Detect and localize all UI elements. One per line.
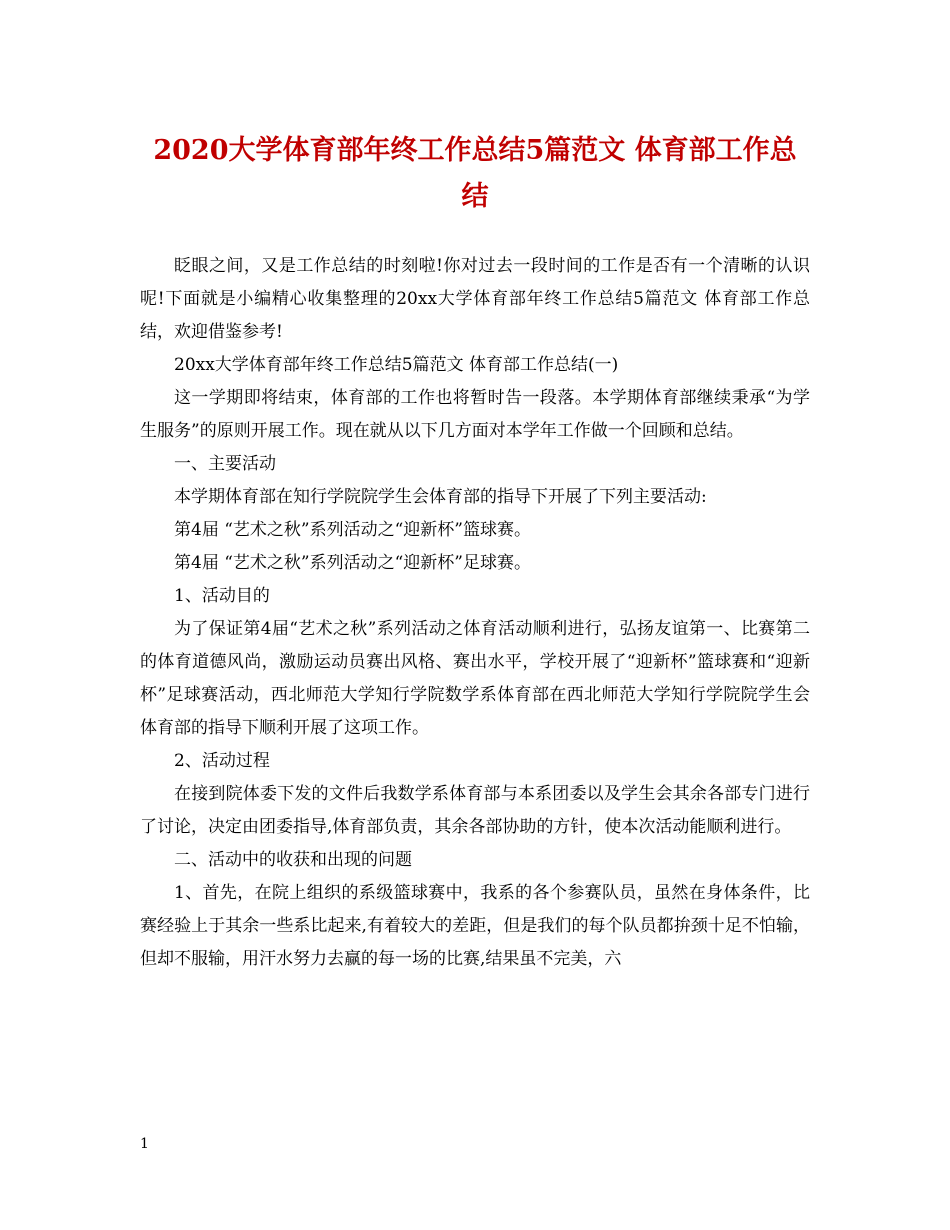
- paragraph: 第4届 “艺术之秋”系列活动之“迎新杯”足球赛。: [174, 553, 531, 573]
- paragraph: 本学期体育部在知行学院院学生会体育部的指导下开展了下列主要活动:: [174, 487, 707, 507]
- section-heading: 一、主要活动: [174, 454, 276, 474]
- paragraph: 1、首先，在院上组织的系级篮球赛中，我系的各个参赛队员，虽然在身体条件，比赛经验上于其余一些系比起来,有着较大的差距，但是我们的每个队员都拚颈十足不怕输，但却不服输，用汗水努力去赢的每一场的比赛,结果虽不完美，六: [140, 883, 810, 969]
- subsection-heading: 2、活动过程: [174, 751, 270, 771]
- page-number: 1: [140, 1136, 149, 1152]
- paragraph: 眨眼之间，又是工作总结的时刻啦!你对过去一段时间的工作是否有一个清晰的认识呢!下面就是小编精心收集整理的20xx大学体育部年终工作总结5篇范文 体育部工作总结，欢迎借鉴参考!: [140, 256, 810, 342]
- paragraph: 这一学期即将结束，体育部的工作也将暂时告一段落。本学期体育部继续秉承“为学生服务”的原则开展工作。现在就从以下几方面对本学年工作做一个回顾和总结。: [140, 388, 810, 441]
- paragraph: 20xx大学体育部年终工作总结5篇范文 体育部工作总结(一): [174, 355, 619, 375]
- paragraph: 第4届 “艺术之秋”系列活动之“迎新杯”篮球赛。: [174, 520, 531, 540]
- document-title: 2020大学体育部年终工作总结5篇范文 体育部工作总结: [153, 135, 797, 212]
- section-heading: 二、活动中的收获和出现的问题: [174, 850, 412, 870]
- paragraph: 为了保证第4届“艺术之秋”系列活动之体育活动顺利进行，弘扬友谊第一、比赛第二的体育道德风尚，激励运动员赛出风格、赛出水平，学校开展了“迎新杯”篮球赛和“迎新杯”足球赛活动，西北师范大学知行学院数学系体育部在西北师范大学知行学院院学生会体育部的指导下顺利开展了这项工作。: [140, 619, 810, 738]
- paragraph: 在接到院体委下发的文件后我数学系体育部与本系团委以及学生会其余各部专门进行了讨论，决定由团委指导,体育部负责，其余各部协助的方针，使本次活动能顺利进行。: [140, 784, 810, 837]
- subsection-heading: 1、活动目的: [174, 586, 270, 606]
- document-body: [140, 250, 810, 976]
